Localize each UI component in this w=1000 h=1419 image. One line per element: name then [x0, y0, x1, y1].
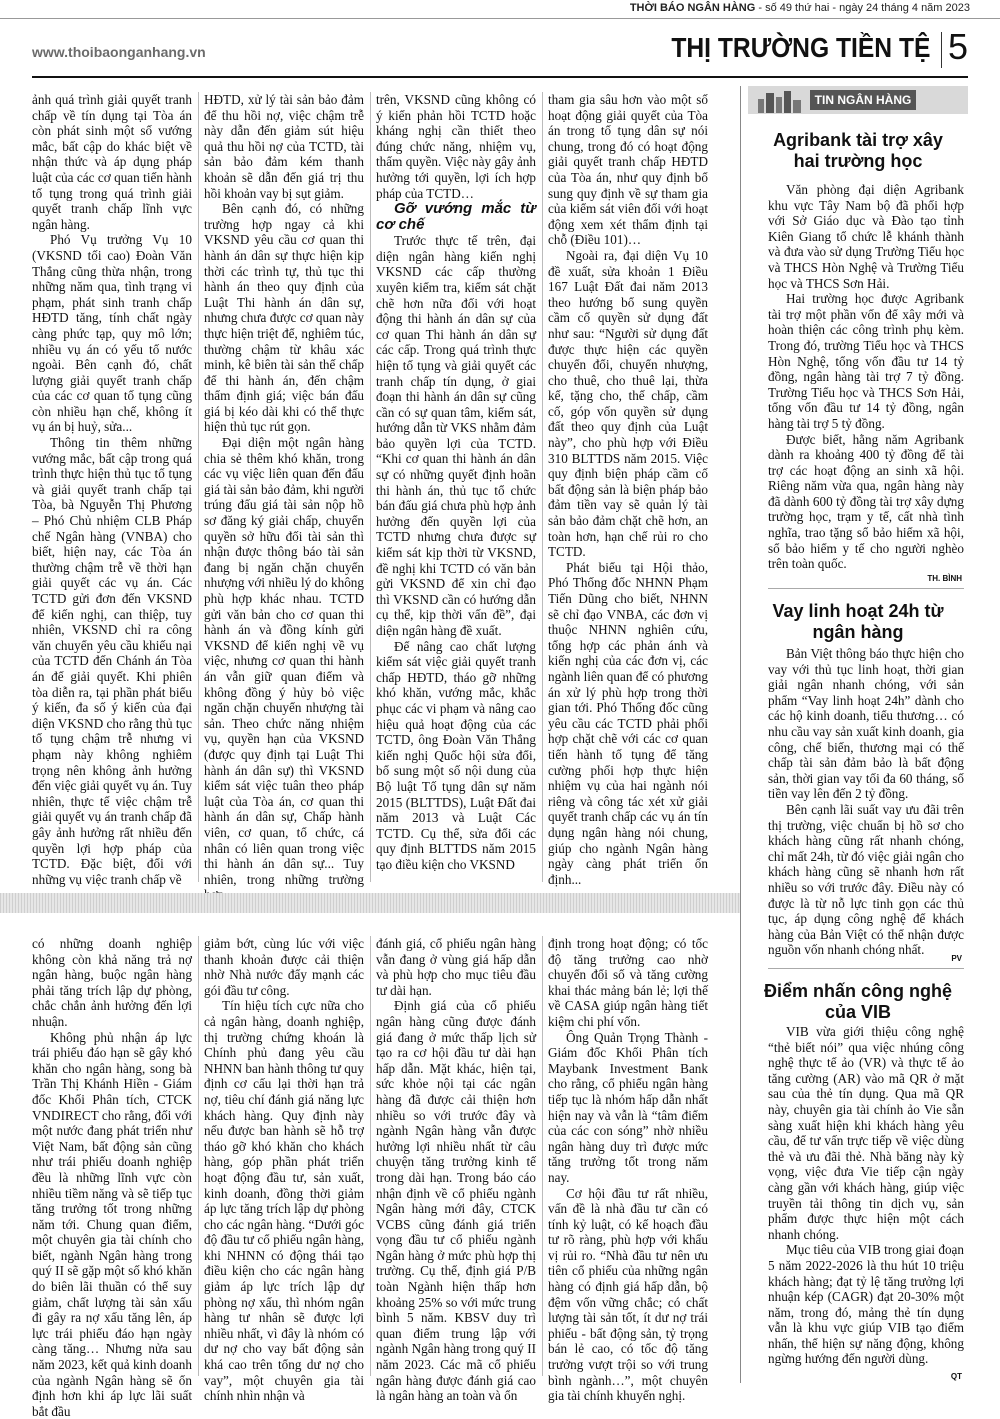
paragraph: Hai trường học được Agribank tài trợ một phần vốn để xây mới và hoàn thiện các công trình phụ kèm. Trong đó, trường Tiểu học và THCS Hòn Nghệ, tổng vốn đầu tư 14 tỷ đồng, ngân hàng tài trợ 7 tỷ đồng. Trường Tiểu học và THCS Sơn Hải, tổng vốn đầu tư 14 tỷ đồng, ngân hàng tài trợ 5 tỷ đồng.: [768, 291, 964, 431]
paragraph: Được biết, hằng năm Agribank dành ra khoảng 400 tỷ đồng để tài trợ các hoạt động an sinh xã hội. Riêng năm vừa qua, ngân hàng này đã dành 600 tỷ đồng tài trợ xây dựng trường học, trạm y tế, cất nhà tình nghĩa, trao tặng sổ bảo hiểm xã hội, sổ bảo hiểm y tế cho người nghèo trên toàn quốc.: [768, 431, 964, 572]
column-separator: [198, 936, 199, 1376]
paragraph: Phát biểu tại Hội thảo, Phó Thống đốc NHNN Phạm Tiến Dũng cho biết, NHNN sẽ chỉ đạo VNBA, các đơn vị thuộc NHNN nghiên cứu, tổng hợp các phản ánh và kiến nghị của các đơn vị, các ngành liên quan để có phương án xử lý phù hợp trong thời gian tới. Phó Thống đốc cũng yêu cầu các TCTD phải phối hợp chặt chẽ với các cơ quan tiến hành tố tụng để tăng cường phối hợp thực hiện nhiệm vụ của hai ngành nói riêng và công tác xét xử giải quyết tranh chấp các vụ án tín dụng ngân hàng nói chung, giúp cho ngành Ngân hàng ngày càng phát triển ổn định...: [548, 559, 708, 887]
sidebar-article-body: [768, 646, 964, 958]
paragraph: Bản Việt thông báo thực hiện cho vay với thủ tục linh hoạt, thời gian giải ngân nhanh chóng, với sản phẩm “Vay linh hoạt 24h” dành cho các hộ kinh doanh, tiểu thương… có nhu cầu vay sản xuất kinh doanh, gia công, chế biến, thương mại có thế chấp tài sản đảm bảo là bất động sản, thời gian vay tối đa 60 tháng, số tiền vay lên đến 2 tỷ đồng.: [768, 646, 964, 802]
article-top-col-2: [204, 92, 364, 887]
paragraph: Bên cạnh lãi suất vay ưu đãi trên thị trường, việc chuẩn bị hồ sơ cho khách hàng cũng rất nhanh chóng, chỉ mất 24h, từ đó việc giải ngân cho khách hàng cũng sẽ nhanh hơn rất nhiều so với trước đây. Điều này có được là từ nỗ lực tinh gọn các thủ tục, áp dụng công nghệ để khách hàng của Bản Việt có thể nhận được nguồn vốn nhanh chóng nhất.: [768, 801, 964, 958]
paragraph: Không phủ nhận áp lực trái phiếu đáo hạn sẽ gây khó khăn cho ngân hàng, song bà Trần Thị Khánh Hiền - Giám đốc Khối Phân tích, CTCK VNDIRECT cho rằng, đối với một nước đang phát triển như Việt Nam, bất động sản cũng như trái phiếu doanh nghiệp đều là những lĩnh vực còn nhiều tiềm năng và sẽ tiếp tục tăng trưởng tốt trong những năm tới. Chung quan điểm, một chuyên gia tài chính cho biết, ngành Ngân hàng trong quý II sẽ gặp một số khó khăn do biên lãi thuần có thể suy giảm, chất lượng tài sản xấu đi gây ra nợ xấu tăng lên, áp lực trái phiếu đáo hạn ngày càng tăng… Nhưng nửa sau năm 2023, kết quả kinh doanh của ngành Ngân hàng sẽ ổn định hơn khi áp lực lãi suất bắt đầu: [32, 1029, 192, 1419]
article-author: QT: [950, 1372, 962, 1381]
paragraph: Tín hiệu tích cực nữa cho cả ngân hàng, doanh nghiệp, thị trường chứng khoán là Chính phủ đang yêu cầu NHNN ban hành thông tư quy định cơ cấu lại thời hạn trả nợ, tiêu chí đánh giá năng lực khách hàng. Quy định này nếu được ban hành sẽ hỗ trợ tháo gỡ khó khăn cho khách hàng, góp phần phát triển hoạt động đầu tư, sản xuất, kinh doanh, đồng thời giảm áp lực tăng trích lập dự phòng cho các ngân hàng. “Dưới góc độ đầu tư cổ phiếu ngân hàng, khi NHNN có động thái tạo điều kiện cho các ngân hàng giảm áp lực trích lập dự phòng nợ xấu, thì nhóm ngân hàng tư nhân sẽ được lợi nhiều nhất, vì đây là nhóm có dư nợ cho vay bất động sản khá cao trên tổng dư nợ cho vay”, một chuyên gia tài chính nhìn nhận và: [204, 998, 364, 1404]
sidebar-header: [748, 86, 968, 114]
sidebar-article-body: [768, 1024, 964, 1367]
column-separator: [198, 92, 199, 882]
issue-info: - số 49 thứ hai - ngày 24 tháng 4 năm 2023: [758, 2, 970, 14]
paragraph: Đại diện một ngân hàng chia sẻ thêm khó khăn, trong các vụ việc liên quan đến đấu giá tài sản bảo đảm, khi người trúng đấu giá tài sản nộp hồ sơ đăng ký giải chấp, chuyển quyền sở hữu đối tài sản thì nhận được thông báo tài sản đang bị ngăn chặn chuyển nhượng với nhiều lý do không phù hợp khác nhau. TCTD gửi văn bản cho cơ quan thi hành án và đồng kính gửi VKSND để kiến nghị về vụ việc, nhưng cơ quan thi hành án vẫn giữ quan điểm và không đồng ý hủy bỏ việc ngăn chặn chuyển nhượng tài sản. Theo chức năng nhiệm vụ, quyền hạn của VKSND (được quy định tại Luật Thi hành án dân sự) thì VKSND kiểm sát việc tuân theo pháp luật của Tòa án, cơ quan thi hành án dân sự, Chấp hành viên, cơ quan, tổ chức, cá nhân có liên quan trong việc thi hành án dân sự... Tuy nhiên, trong những trường: [204, 435, 364, 887]
article-author: TH. BÌNH: [927, 574, 962, 583]
sidebar-news: [748, 86, 968, 1383]
section-title: THỊ TRƯỜNG TIỀN TỆ: [670, 32, 930, 63]
publication-name: THỜI BÁO NGÂN HÀNG: [629, 2, 756, 14]
city-buildings-icon: [756, 89, 804, 113]
subheading: Gỡ vướng mắc từ cơ chế: [376, 200, 536, 234]
column-separator: [370, 92, 371, 882]
paragraph: định trong hoạt động; có tốc độ tăng trưởng cao nhờ chuyển đổi số và tăng cường khai thác mảng bán lẻ; lợi thế về CASA giúp ngân hàng tiết kiệm chi phí vốn.: [548, 936, 708, 1029]
paragraph: Trước thực tế trên, đại diện ngân hàng kiến nghị VKSND các cấp thường xuyên kiểm tra, kiểm sát chặt chẽ hơn nữa đối với hoạt động thi hành án dân sự của cơ quan Thi hành án dân sự các cấp. Trong quá trình thực hiện tố tụng và giải quyết các tranh chấp tín dụng, ở giai đoạn thi hành án dân sự cũng cần có sự quan tâm, kiểm sát, hướng dẫn từ VKS nhằm đảm bảo quyền lợi của TCTD. “Khi cơ quan thi hành án dân sự có những quyết định hoãn thi hành án, thủ tục tổ chức bán đấu giá chưa phù hợp ảnh hưởng đến quyền lợi của TCTD nhưng chưa được sự kiểm sát kịp thời từ VKSND, đề nghị khi TCTD có văn bản gửi VKSND để xin chỉ đạo thì VKSND cần có hướng dẫn cụ thể, kịp thời vấn đề”, đại diện ngân hàng đề xuất.: [376, 233, 536, 638]
column-separator: [370, 936, 371, 1376]
article-separator-band: [0, 893, 740, 913]
paragraph: Thông tin thêm những vướng mắc, bất cập trong quá trình thực hiện thủ tục tố tụng và giải quyết tranh chấp tại Tòa, bà Nguyễn Thị Phương – Phó Chủ nhiệm CLB Pháp chế Ngân hàng (VNBA) cho biết, hiện nay, các Tòa án thường chậm trễ về thời hạn giải quyết các vụ án. Các TCTD gửi đơn đến VKSND để kiến nghị, can thiệp, tuy nhiên, VKSND chỉ ra công văn chuyển yêu cầu khiếu nại của TCTD đến Chánh án Tòa án để giải quyết. Khi phiên tòa diễn ra, tại phần phát biểu ý kiến, đa số ý kiến của đại diện VKSND cho rằng thủ tục tố tụng chậm trễ nhưng vi phạm này không nghiêm trọng nên không ảnh hưởng đến việc giải quyết vụ án. Tuy nhiên, thực tế việc chậm trễ giải quyết vụ án tranh chấp đã gây ảnh hưởng rất nhiều đến quyền lợi hợp pháp của TCTD. Đặc biệt, đối với những vụ việc tranh chấp về: [32, 435, 192, 887]
sidebar-tag: TIN NGÂN HÀNG: [810, 90, 916, 110]
article-bottom-col-1: [32, 936, 192, 1419]
sidebar-divider: [768, 588, 964, 589]
paragraph: Phó Vụ trưởng Vụ 10 (VKSND tối cao) Đoàn Văn Thắng cũng thừa nhận, trong những năm qua, tình trạng vi phạm, phát sinh tranh chấp HĐTD tăng, tính chất ngày càng phức tạp, quy mô lớn; nhiều vụ án có yếu tố nước ngoài. Bên cạnh đó, chất lượng giải quyết tranh chấp của các cơ quan tố tụng cũng còn nhiều hạn chế, không ít vụ án bị huỷ, sửa...: [32, 232, 192, 435]
website-url[interactable]: www.thoibaonganhang.vn: [32, 44, 206, 60]
article-bottom-col-4: [548, 936, 708, 1404]
article-top-col-4: [548, 92, 708, 887]
sidebar-article-body: [768, 182, 964, 572]
article-top-col-1: [32, 92, 192, 887]
paragraph: Văn phòng đại diện Agribank khu vực Tây Nam bộ đã phối hợp với Sở Giáo dục và Đào tạo tỉnh Kiên Giang tổ chức lễ khánh thành và đưa vào sử dụng Trường Tiểu học và THCS Hòn Nghệ và Trường Tiểu học và THCS Sơn Hải.: [768, 182, 964, 291]
paragraph: Ngoài ra, đại diện Vụ 10 đề xuất, sửa khoản 1 Điều 167 Luật Đất đai năm 2013 theo hướng bổ sung quyền cầm cố quyền sử dụng đất như sau: “Người sử dụng đất được thực hiện các quyền chuyển đổi, chuyển nhượng, cho thuê, cho thuê lại, thừa kế, tặng cho, thế chấp, cầm cố, góp vốn quyền sử dụng đất theo quy định của Luật này”, cho phù hợp với Điều 310 BLTTDS năm 2015. Việc quy định biện pháp cầm cố bất động sản là biện pháp bảo đảm tiền vay sẽ quản lý tài sản bảo đảm chặt chẽ hơn, an toàn hơn, hạn chế rủi ro cho TCTD.: [548, 247, 708, 560]
header-divider: [941, 32, 942, 68]
page-header: [0, 18, 1000, 78]
paragraph: có những doanh nghiệp không còn khả năng trả nợ ngân hàng, buộc ngân hàng phải tăng trích lập dự phòng, chắc chắn ảnh hưởng đến lợi nhuận.: [32, 936, 192, 1029]
paragraph: VIB vừa giới thiệu công nghệ “thẻ biết nói” qua việc nhúng công nghệ thực tế ảo (VR) và thực tế ảo tăng cường (AR) vào mã QR ở mặt sau của thẻ tín dụng. Qua mã QR này, chuyên gia tài chính ảo Vie sẵn sàng xuất hiện khi khách hàng yêu cầu, để tư vấn trực tiếp về việc dùng thẻ và ưu đãi thẻ. Nhà băng này kỳ vọng, việc đưa Vie tiếp cận ngày càng gần với khách hàng, giúp việc truyền tải thông tin dịch vụ, sản phẩm được thực hiện một cách nhanh chóng.: [768, 1024, 964, 1242]
paragraph: Để nâng cao chất lượng kiểm sát việc giải quyết tranh chấp HĐTD, tháo gỡ những khó khăn, vướng mắc, khắc phục các vi phạm và nâng cao hiệu quả hoạt động của các TCTD, ông Đoàn Văn Thắng kiến nghị Quốc hội sửa đổi, bổ sung một số nội dung của Bộ luật Tố tụng dân sự năm 2015 (BLTTDS), Luật Đất đai năm 2013 và Luật Các TCTD. Cụ thể, sửa đổi các quy định BLTTDS năm 2015 tạo điều kiện cho VKSND: [376, 638, 536, 872]
sidebar-article-title[interactable]: Điểm nhấn công nghệ của VIB: [763, 981, 952, 1022]
column-separator: [542, 936, 543, 1376]
header-rule: [32, 76, 968, 78]
sidebar-separator: [740, 86, 741, 1383]
paragraph: Mục tiêu của VIB trong giai đoạn 5 năm 2022-2026 là thu hút 10 triệu khách hàng; đạt tỷ lệ tăng trưởng lợi nhuận kép (CAGR) đạt 20-30% một năm, trong đó, mảng thẻ tín dụng vẫn là khu vực giúp VIB tạo điểm nhấn, thể hiện sự năng động, không ngừng hướng đến người dùng.: [768, 1242, 964, 1367]
top-bar: [0, 0, 1000, 19]
article-bottom-col-2: [204, 936, 364, 1404]
publication-info: [630, 2, 970, 14]
article-top-col-3: [376, 92, 536, 882]
paragraph: Cơ hội đầu tư rất nhiều, vấn đề là nhà đầu tư cần có tính kỷ luật, có kế hoạch đầu tư rõ ràng, phù hợp với khẩu vị rủi ro. “Nhà đầu tư nên ưu tiên cổ phiếu của những ngân hàng có định giá hấp dẫn, bộ đệm vốn vững chắc; có chất lượng tài sản tốt, ít dư nợ trái phiếu - bất động sản, tỷ trọng bán lẻ cao, có tốc độ tăng trưởng vượt trội so với trung bình ngành…”, một chuyên gia tài chính khuyến nghị.: [548, 1185, 708, 1404]
paragraph: ảnh quá trình giải quyết tranh chấp về tín dụng tại Tòa án còn phát sinh một số vướng mắc, bất cập do khác biệt về nhận thức và áp dụng pháp luật của các cơ quan tiến hành tố tụng trong quá trình giải quyết tranh chấp lĩnh vực ngân hàng.: [32, 92, 192, 232]
paragraph: Ông Quản Trọng Thành - Giám đốc Khối Phân tích Maybank Investment Bank cho rằng, cổ phiếu ngân hàng tiếp tục là nhóm hấp dẫn nhất hiện nay và vẫn là “tâm điểm của các con sóng” nhờ nhiều ngân hàng duy trì được mức tăng trưởng tốt trong năm nay.: [548, 1029, 708, 1185]
page-number: 5: [947, 26, 968, 67]
paragraph: Định giá của cổ phiếu ngân hàng cũng được đánh giá đang ở mức thấp lịch sử tạo ra cơ hội đầu tư dài hạn hấp dẫn. Mặt khác, hiện tại, sức khỏe nội tại các ngân hàng đã được cải thiện hơn nhiều so với trước đây và ngành Ngân hàng vẫn được hưởng lợi nhiều nhất từ câu chuyện tăng trưởng kinh tế trong dài hạn. Trong báo cáo nhận định về cổ phiếu ngành Ngân hàng mới đây, CTCK VCBS cũng đánh giá triển vọng đầu tư cổ phiếu ngành Ngân hàng ở mức phù hợp thị trường. Cụ thể, định giá P/B toàn Ngành hiện thấp hơn khoảng 25% so với mức trung bình 5 năm. KBSV duy trì quan điểm trung lập với ngành Ngân hàng trong quý II năm 2023. Các mã cổ phiếu ngân hàng được đánh giá cao là ngân hàng an toàn và ổn: [376, 998, 536, 1404]
paragraph: Bên cạnh đó, có những trường hợp ngay cả khi VKSND yêu cầu cơ quan thi hành án dân sự thực hiện kịp thời các trình tự, thủ tục thi hành án theo quy định của Luật Thi hành án dân sự, nhưng chưa được cơ quan này thực hiện triệt để, nghiêm túc, thường chậm từ khâu xác minh, kê biên tài sản thế chấp để thi hành án, đến chậm thẩm định giá; việc bán đấu giá bị kéo dài khi có thể thực hiện thủ tục rút gọn.: [204, 201, 364, 435]
article-author: PV: [951, 954, 962, 963]
paragraph: HĐTD, xử lý tài sản bảo đảm để thu hồi nợ, việc chậm trễ này dẫn đến giảm sút hiệu quả thu hồi nợ của TCTD, tài sản bảo đảm kém thanh khoản sẽ dẫn đến giá trị thu hồi khoản vay bị sụt giảm.: [204, 92, 364, 201]
sidebar-divider: [768, 968, 964, 969]
paragraph: trên, VKSND cũng không có ý kiến phản hồi TCTD hoặc kháng nghị cần thiết theo đúng chức năng, nhiệm vụ, thẩm quyền. Việc này gây ảnh hưởng tới quyền, lợi ích hợp pháp của TCTD…: [376, 92, 536, 201]
sidebar-article-title[interactable]: Vay linh hoạt 24h từ ngân hàng: [772, 601, 944, 642]
paragraph: tham gia sâu hơn vào một số hoạt động giải quyết của Tòa án trong tố tụng dân sự nói chung, trong đó có hoạt động giải quyết tranh chấp HĐTD của Tòa án, như quy định bổ sung quy định về sự tham gia của kiểm sát viên đối với hoạt động xem xét thẩm định tại chỗ (Điều 101)…: [548, 92, 708, 248]
paragraph: đánh giá, cổ phiếu ngân hàng vẫn đang ở vùng giá hấp dẫn và phù hợp cho mục tiêu đầu tư dài hạn.: [376, 936, 536, 998]
article-bottom-col-3: [376, 936, 536, 1404]
column-separator: [542, 92, 543, 882]
sidebar-article-title[interactable]: Agribank tài trợ xây hai trường học: [773, 130, 943, 171]
paragraph: giảm bớt, cùng lúc với việc thanh khoản được cải thiện nhờ Nhà nước đẩy mạnh các gói đầu tư công.: [204, 936, 364, 998]
